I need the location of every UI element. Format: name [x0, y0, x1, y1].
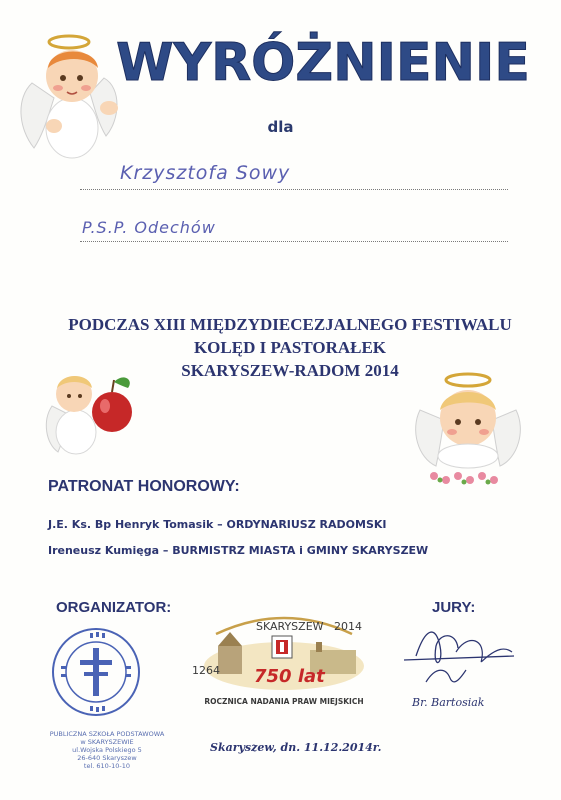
stamp-line-2: w SKARYSZEWIE: [80, 738, 134, 746]
logo-town: SKARYSZEW: [256, 620, 324, 633]
festival-line-1: PODCZAS XIII MIĘDZYDIECEZJALNEGO FESTIWALU: [68, 315, 512, 334]
jury-signatures: [396, 616, 526, 696]
school-stamp: [32, 730, 182, 770]
title-heading: [108, 28, 538, 98]
festival-line-2: KOLĘD I PASTORAŁEK: [193, 338, 387, 357]
festival-line-3: SKARYSZEW-RADOM 2014: [181, 361, 399, 380]
recipient-school: P.S.P. Odechów: [82, 218, 216, 237]
place-date: Skaryszew, dn. 11.12.2014r.: [210, 741, 382, 754]
organizator-label: ORGANIZATOR:: [56, 599, 172, 616]
stamp-line-1: PUBLICZNA SZKOŁA PODSTAWOWA: [49, 730, 165, 738]
logo-year-now: 2014: [334, 620, 362, 633]
school-line: [80, 240, 508, 242]
dla-label: dla: [267, 118, 294, 136]
stamp-line-4: 26-640 Skaryszew: [77, 754, 137, 762]
title-text: WYRÓŻNIENIE: [116, 33, 530, 93]
name-line: [80, 188, 508, 190]
patron-row-1: J.E. Ks. Bp Henryk Tomasik – ORDYNARIUSZ RADOMSKI: [48, 518, 387, 531]
logo-year-then: 1264: [192, 664, 220, 677]
logo-anniv: 750 lat: [254, 666, 325, 687]
logo-caption: ROCZNICA NADANIA PRAW MIEJSKICH: [204, 697, 364, 706]
patron-row-2: Ireneusz Kumięga – BURMISTRZ MIASTA i GMINY SKARYSZEW: [48, 544, 429, 557]
stamp-line-5: tel. 610-10-10: [83, 762, 131, 770]
jury-label: JURY:: [432, 599, 476, 616]
angel-right-image: [412, 370, 524, 490]
skaryszew-750-logo: [186, 606, 382, 710]
jury-signature-name: Br. Bartosiak: [412, 696, 485, 709]
angel-apple-image: [42, 366, 142, 458]
parish-seal-stamp: [50, 626, 142, 718]
recipient-name: Krzysztofa Sowy: [120, 162, 291, 184]
patronat-heading: PATRONAT HONOROWY:: [48, 478, 240, 495]
stamp-line-3: ul.Wojska Polskiego 5: [72, 746, 142, 754]
